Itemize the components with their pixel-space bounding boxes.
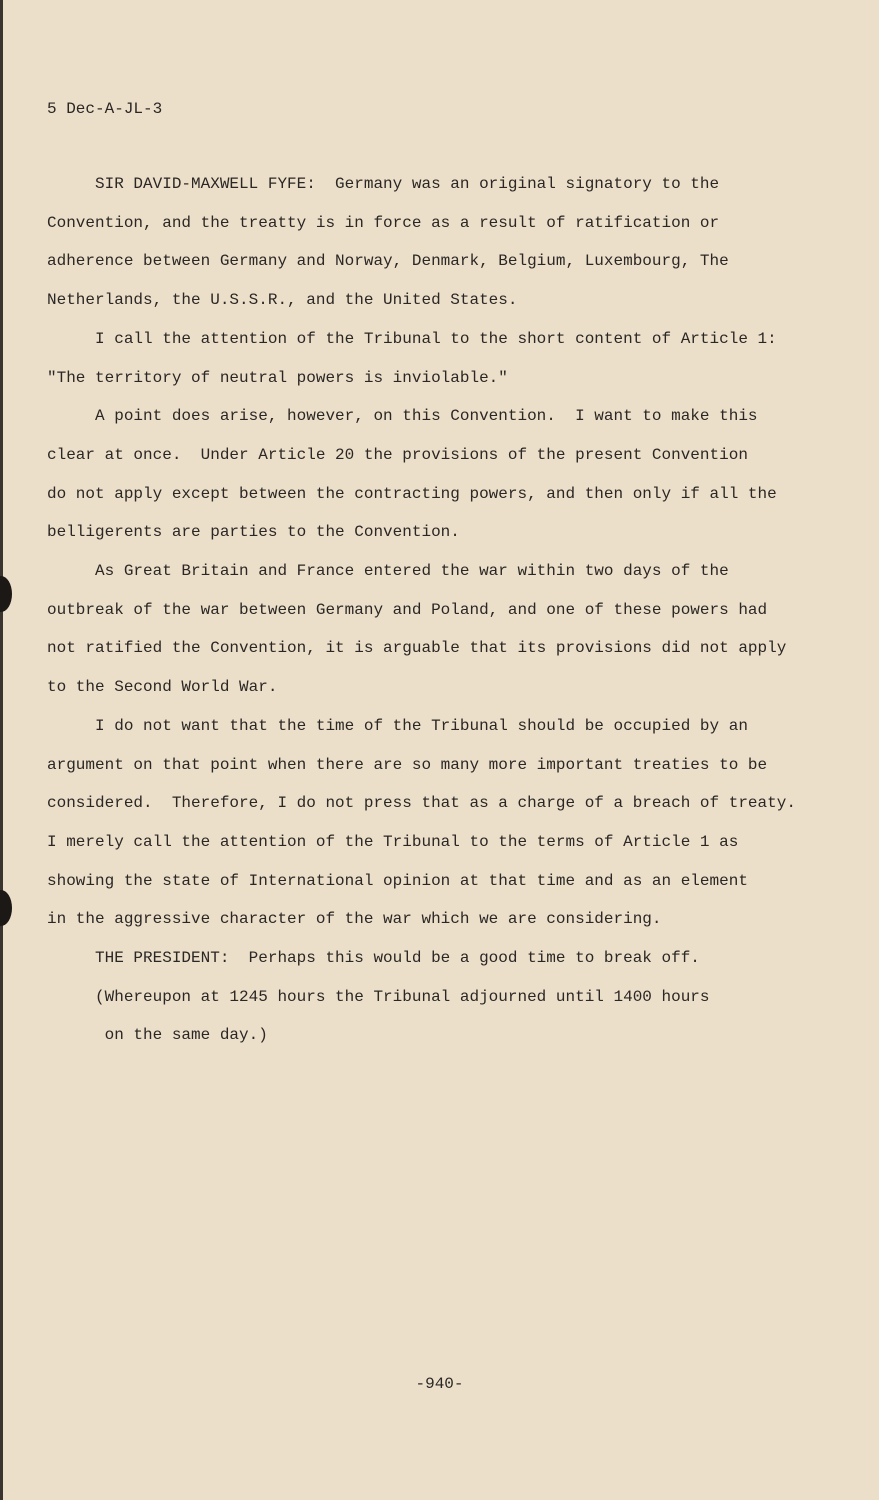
text-line: on the same day.) [47, 1026, 268, 1045]
text-line: I merely call the attention of the Tribunal to the terms of Article 1 as [47, 832, 739, 851]
text-line: clear at once. Under Article 20 the provisions of the present Convention [47, 445, 748, 464]
text-line: (Whereupon at 1245 hours the Tribunal adjourned until 1400 hours [47, 987, 710, 1006]
text-line: THE PRESIDENT: Perhaps this would be a good time to break off. [47, 949, 700, 967]
text-line: "The territory of neutral powers is inviolable." [47, 368, 508, 387]
text-line: outbreak of the war between Germany and Poland, and one of these powers had [47, 600, 768, 619]
text-line: SIR DAVID-MAXWELL FYFE: Germany was an original signatory to the [47, 175, 720, 193]
text-line: As Great Britain and France entered the war within two days of the [47, 562, 729, 580]
text-line: belligerents are parties to the Convention. [47, 523, 460, 542]
text-line: showing the state of International opinion at that time and as an element [47, 871, 748, 890]
text-line: Netherlands, the U.S.S.R., and the United States. [47, 291, 518, 310]
text-line: A point does arise, however, on this Convention. I want to make this [47, 407, 758, 426]
text-line: considered. Therefore, I do not press that as a charge of a breach of treaty. [47, 794, 796, 813]
page-number: -940- [415, 1375, 464, 1393]
page-edge [0, 0, 3, 1500]
text-line: in the aggressive character of the war which we are considering. [47, 910, 662, 929]
text-line: not ratified the Convention, it is arguable that its provisions did not apply [47, 639, 787, 658]
text-line: do not apply except between the contracting powers, and then only if all the [47, 484, 777, 503]
text-line: adherence between Germany and Norway, Denmark, Belgium, Luxembourg, The [47, 252, 729, 271]
text-line: I do not want that the time of the Tribunal should be occupied by an [47, 716, 748, 735]
document-header: 5 Dec-A-JL-3 [47, 100, 163, 118]
binder-hole [0, 890, 12, 926]
text-line: Convention, and the treatty is in force as a result of ratification or [47, 213, 720, 232]
binder-hole [0, 576, 12, 612]
text-line: to the Second World War. [47, 678, 278, 697]
text-line: I call the attention of the Tribunal to the short content of Article 1: [47, 329, 777, 348]
text-line: argument on that point when there are so many more important treaties to be [47, 755, 768, 774]
